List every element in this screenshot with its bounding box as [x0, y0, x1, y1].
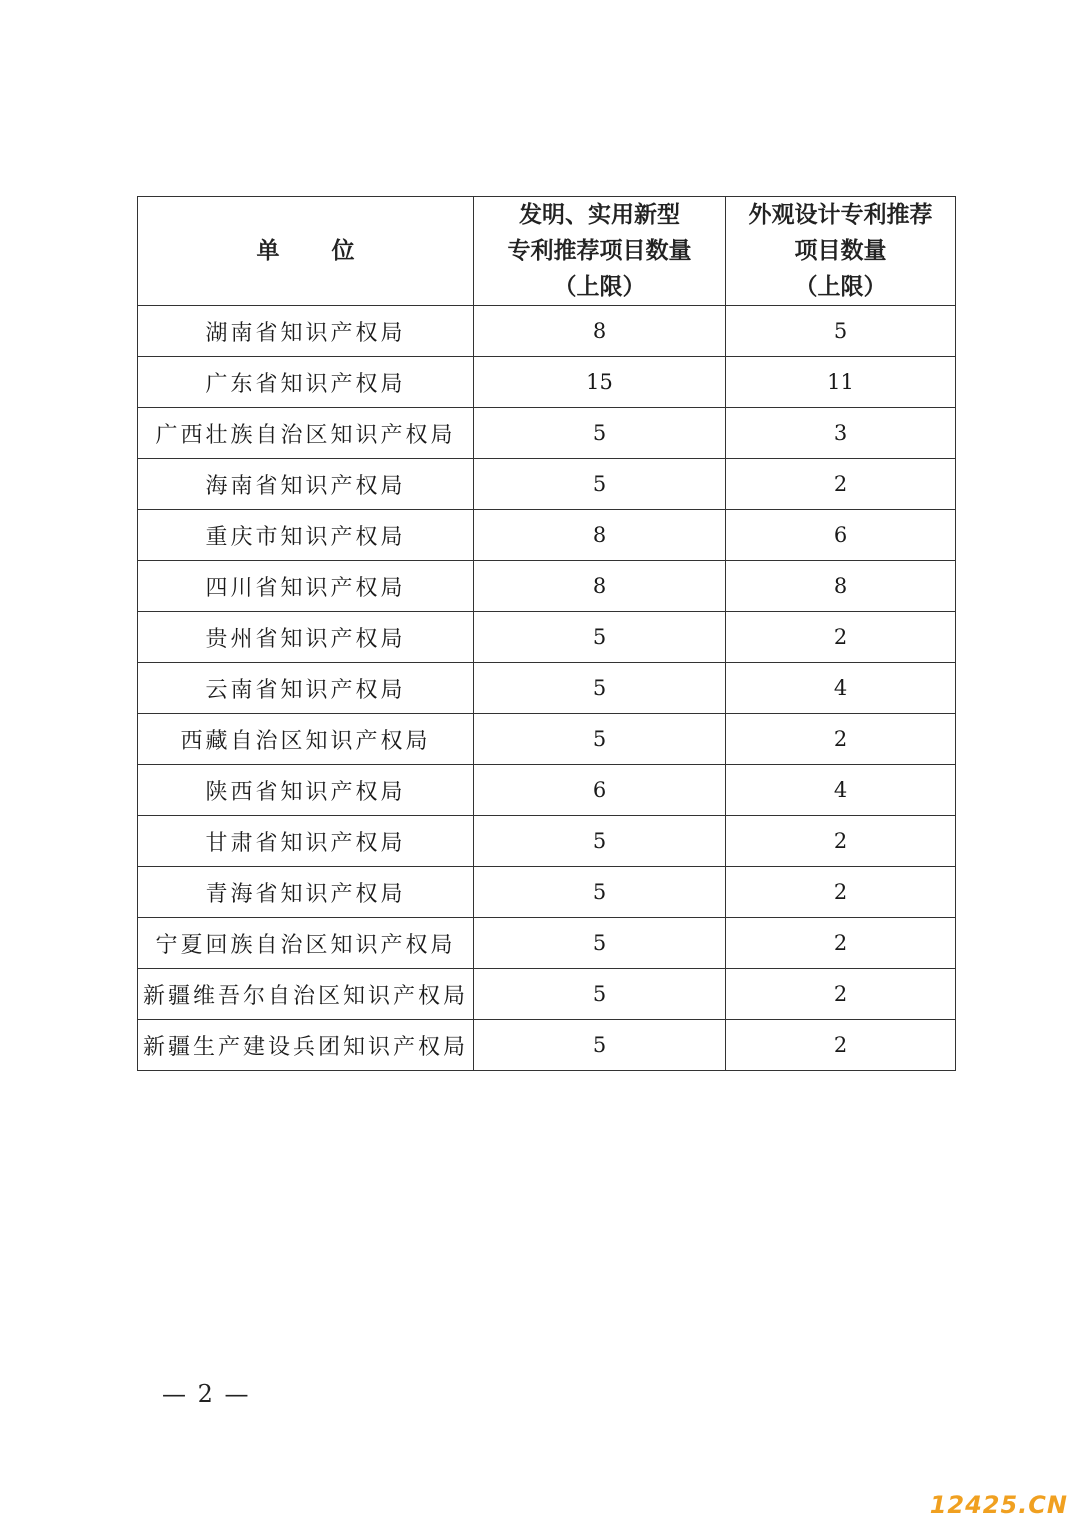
header-design-line3: （上限）	[794, 274, 887, 300]
table-row	[138, 408, 956, 459]
header-invention-line1: 发明、实用新型	[519, 202, 680, 228]
invention-count-cell: 5	[474, 663, 726, 714]
table-row	[138, 816, 956, 867]
invention-count-cell: 8	[474, 561, 726, 612]
invention-count-cell: 5	[474, 714, 726, 765]
unit-cell: 贵州省知识产权局	[138, 612, 474, 663]
unit-cell: 云南省知识产权局	[138, 663, 474, 714]
invention-count-cell: 6	[474, 765, 726, 816]
table-row	[138, 1020, 956, 1071]
unit-cell: 青海省知识产权局	[138, 867, 474, 918]
invention-count-cell: 8	[474, 306, 726, 357]
design-count-cell: 6	[726, 510, 956, 561]
page-number: — 2 —	[162, 1380, 251, 1408]
header-invention	[474, 197, 726, 306]
invention-count-cell: 5	[474, 1020, 726, 1071]
table-row	[138, 867, 956, 918]
invention-count-cell: 5	[474, 612, 726, 663]
table-row	[138, 510, 956, 561]
unit-cell: 西藏自治区知识产权局	[138, 714, 474, 765]
invention-count-cell: 5	[474, 867, 726, 918]
invention-count-cell: 5	[474, 459, 726, 510]
table-row	[138, 918, 956, 969]
header-unit-char-1: 单	[256, 238, 280, 264]
invention-count-cell: 8	[474, 510, 726, 561]
table-row	[138, 765, 956, 816]
design-count-cell: 2	[726, 612, 956, 663]
unit-cell: 新疆生产建设兵团知识产权局	[138, 1020, 474, 1071]
quota-table	[137, 196, 956, 1071]
unit-cell: 陕西省知识产权局	[138, 765, 474, 816]
design-count-cell: 4	[726, 765, 956, 816]
header-design-line1: 外观设计专利推荐	[748, 202, 933, 228]
design-count-cell: 2	[726, 459, 956, 510]
unit-cell: 海南省知识产权局	[138, 459, 474, 510]
header-unit-char-2: 位	[331, 238, 355, 264]
design-count-cell: 11	[726, 357, 956, 408]
unit-cell: 新疆维吾尔自治区知识产权局	[138, 969, 474, 1020]
unit-cell: 广西壮族自治区知识产权局	[138, 408, 474, 459]
invention-count-cell: 5	[474, 408, 726, 459]
invention-count-cell: 5	[474, 816, 726, 867]
design-count-cell: 8	[726, 561, 956, 612]
unit-cell: 湖南省知识产权局	[138, 306, 474, 357]
header-invention-line3: （上限）	[553, 274, 646, 300]
design-count-cell: 2	[726, 816, 956, 867]
unit-cell: 四川省知识产权局	[138, 561, 474, 612]
table-row	[138, 663, 956, 714]
table-row	[138, 459, 956, 510]
design-count-cell: 2	[726, 969, 956, 1020]
design-count-cell: 4	[726, 663, 956, 714]
invention-count-cell: 5	[474, 918, 726, 969]
table-row	[138, 561, 956, 612]
table-row	[138, 714, 956, 765]
table-header-row	[138, 197, 956, 306]
unit-cell: 甘肃省知识产权局	[138, 816, 474, 867]
design-count-cell: 2	[726, 1020, 956, 1071]
design-count-cell: 2	[726, 918, 956, 969]
design-count-cell: 2	[726, 714, 956, 765]
unit-cell: 重庆市知识产权局	[138, 510, 474, 561]
site-watermark: 12425.CN	[929, 1491, 1068, 1519]
unit-cell: 宁夏回族自治区知识产权局	[138, 918, 474, 969]
design-count-cell: 2	[726, 867, 956, 918]
design-count-cell: 3	[726, 408, 956, 459]
design-count-cell: 5	[726, 306, 956, 357]
header-unit	[138, 197, 474, 306]
table-row	[138, 357, 956, 408]
header-invention-line2: 专利推荐项目数量	[507, 238, 692, 264]
table-row	[138, 612, 956, 663]
unit-cell: 广东省知识产权局	[138, 357, 474, 408]
table-row	[138, 306, 956, 357]
invention-count-cell: 15	[474, 357, 726, 408]
table-row	[138, 969, 956, 1020]
invention-count-cell: 5	[474, 969, 726, 1020]
header-design-line2: 项目数量	[794, 238, 887, 264]
header-design	[726, 197, 956, 306]
